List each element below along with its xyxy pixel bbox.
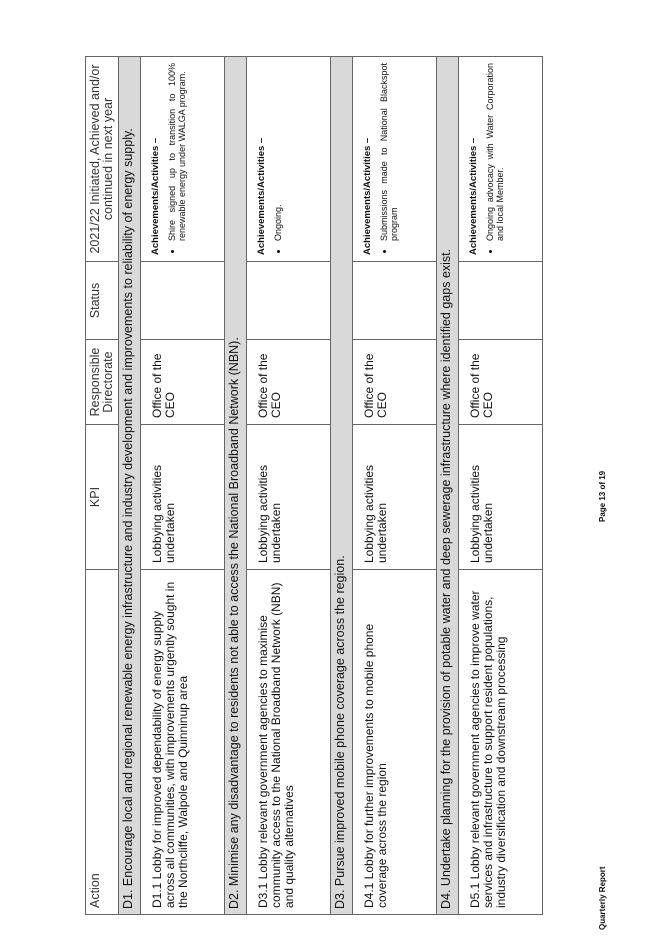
kpi-cell: Lobbying activities undertaken (141, 425, 225, 570)
achievements-label: Achievements/Activities – (150, 137, 161, 255)
achievement-item: • Submissions made to National Blackspot program (379, 63, 399, 241)
status-cell (459, 262, 543, 340)
achievement-item: • Ongoing advocacy with Water Corporation and local Member. (485, 63, 505, 241)
achievements-label: Achievements/Activities – (362, 137, 373, 255)
header-responsible: Responsible Directorate (86, 340, 119, 425)
strategy-table (85, 56, 543, 915)
responsible-cell: Office of the CEO (459, 340, 543, 425)
kpi-cell: Lobbying activities undertaken (459, 425, 543, 570)
header-status: Status (86, 262, 119, 340)
achievements-label: Achievements/Activities – (256, 137, 267, 255)
responsible-cell: Office of the CEO (353, 340, 437, 425)
table-row (141, 57, 225, 915)
action-cell: D1.1 Lobby for improved dependability of energy supply across all communities, with improvements urgently sought in the Northcliffe, Walpole and Quinninup area (141, 570, 225, 915)
achievement-item: • Ongoing. (273, 63, 283, 241)
section-heading-row (119, 57, 141, 915)
footer-page-number: Page 13 of 19 (598, 470, 607, 522)
responsible-cell: Office of the CEO (141, 340, 225, 425)
section-heading: D4. Undertake planning for the provision of potable water and deep sewerage infrastructure where identified gaps exist. (437, 57, 459, 915)
footer-report-title: Quarterly Report (598, 866, 607, 930)
progress-cell (141, 57, 225, 262)
table-row (247, 57, 331, 915)
action-cell: D4.1 Lobby for further improvements to mobile phone coverage across the region (353, 570, 437, 915)
kpi-cell: Lobbying activities undertaken (247, 425, 331, 570)
status-cell (247, 262, 331, 340)
progress-cell (247, 57, 331, 262)
header-progress: 2021/22 Initiated, Achieved and/or continued in next year (86, 57, 119, 262)
progress-cell (353, 57, 437, 262)
section-heading: D3. Pursue improved mobile phone coverage across the region. (331, 57, 353, 915)
section-heading: D2. Minimise any disadvantage to residents not able to access the National Broadband Network (NBN). (225, 57, 247, 915)
section-heading-row (331, 57, 353, 915)
header-action: Action (86, 570, 119, 915)
section-heading-row (437, 57, 459, 915)
table-header-row (86, 57, 119, 915)
section-heading-row (225, 57, 247, 915)
kpi-cell: Lobbying activities undertaken (353, 425, 437, 570)
action-cell: D3.1 Lobby relevant government agencies to maximise community access to the National Broadband Network (NBN) and quality alternatives (247, 570, 331, 915)
header-kpi: KPI (86, 425, 119, 570)
table-row (459, 57, 543, 915)
action-cell: D5.1 Lobby relevant government agencies to improve water services and infrastructure to support resident populations, industry diversification and downstream processing (459, 570, 543, 915)
status-cell (141, 262, 225, 340)
responsible-cell: Office of the CEO (247, 340, 331, 425)
rotated-page-content (85, 57, 530, 915)
section-heading: D1. Encourage local and regional renewable energy infrastructure and industry development and improvements to reliability of energy supply. (119, 57, 141, 915)
achievement-item: • Shire signed up to transition to 100% renewable energy under WALGA program. (167, 63, 187, 241)
table-row (353, 57, 437, 915)
achievements-label: Achievements/Activities – (468, 137, 479, 255)
progress-cell (459, 57, 543, 262)
status-cell (353, 262, 437, 340)
